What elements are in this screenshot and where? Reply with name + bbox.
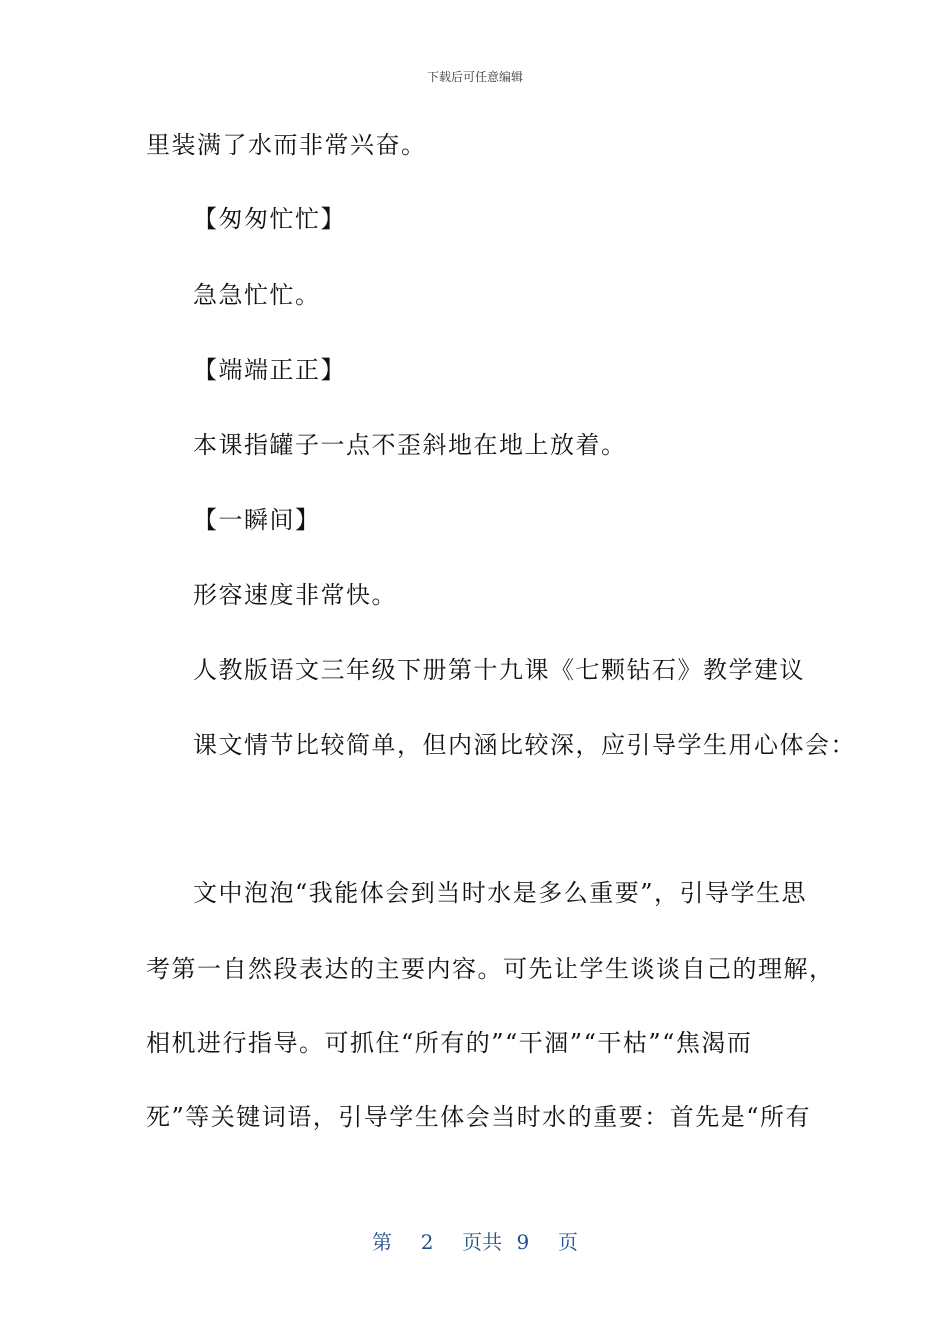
term-heading: 【一瞬间】: [193, 506, 321, 534]
paragraph-line: 相机进行指导。可抓住“所有的”“干涸”“干枯”“焦渴而: [146, 1029, 753, 1057]
term-heading: 【端端正正】: [193, 356, 346, 384]
paragraph-line: 文中泡泡“我能体会到当时水是多么重要”，引导学生思: [193, 879, 808, 907]
paragraph-line: 死”等关键词语，引导学生体会当时水的重要：首先是“所有: [146, 1103, 812, 1131]
page-number-footer: 第 2 页共 9 页: [372, 1230, 578, 1254]
section-title: 人教版语文三年级下册第十九课《七颗钻石》教学建议: [193, 656, 805, 684]
paragraph-line: 考第一自然段表达的主要内容。可先让学生谈谈自己的理解，: [146, 955, 835, 983]
term-definition: 形容速度非常快。: [193, 581, 397, 609]
paragraph-line: 课文情节比较简单，但内涵比较深，应引导学生用心体会：: [193, 731, 856, 759]
page-header: 下载后可任意编辑: [426, 70, 523, 84]
term-definition: 急急忙忙。: [193, 281, 321, 309]
paragraph-line: 里装满了水而非常兴奋。: [146, 131, 427, 159]
term-definition: 本课指罐子一点不歪斜地在地上放着。: [193, 431, 627, 459]
term-heading: 【匆匆忙忙】: [193, 205, 346, 233]
